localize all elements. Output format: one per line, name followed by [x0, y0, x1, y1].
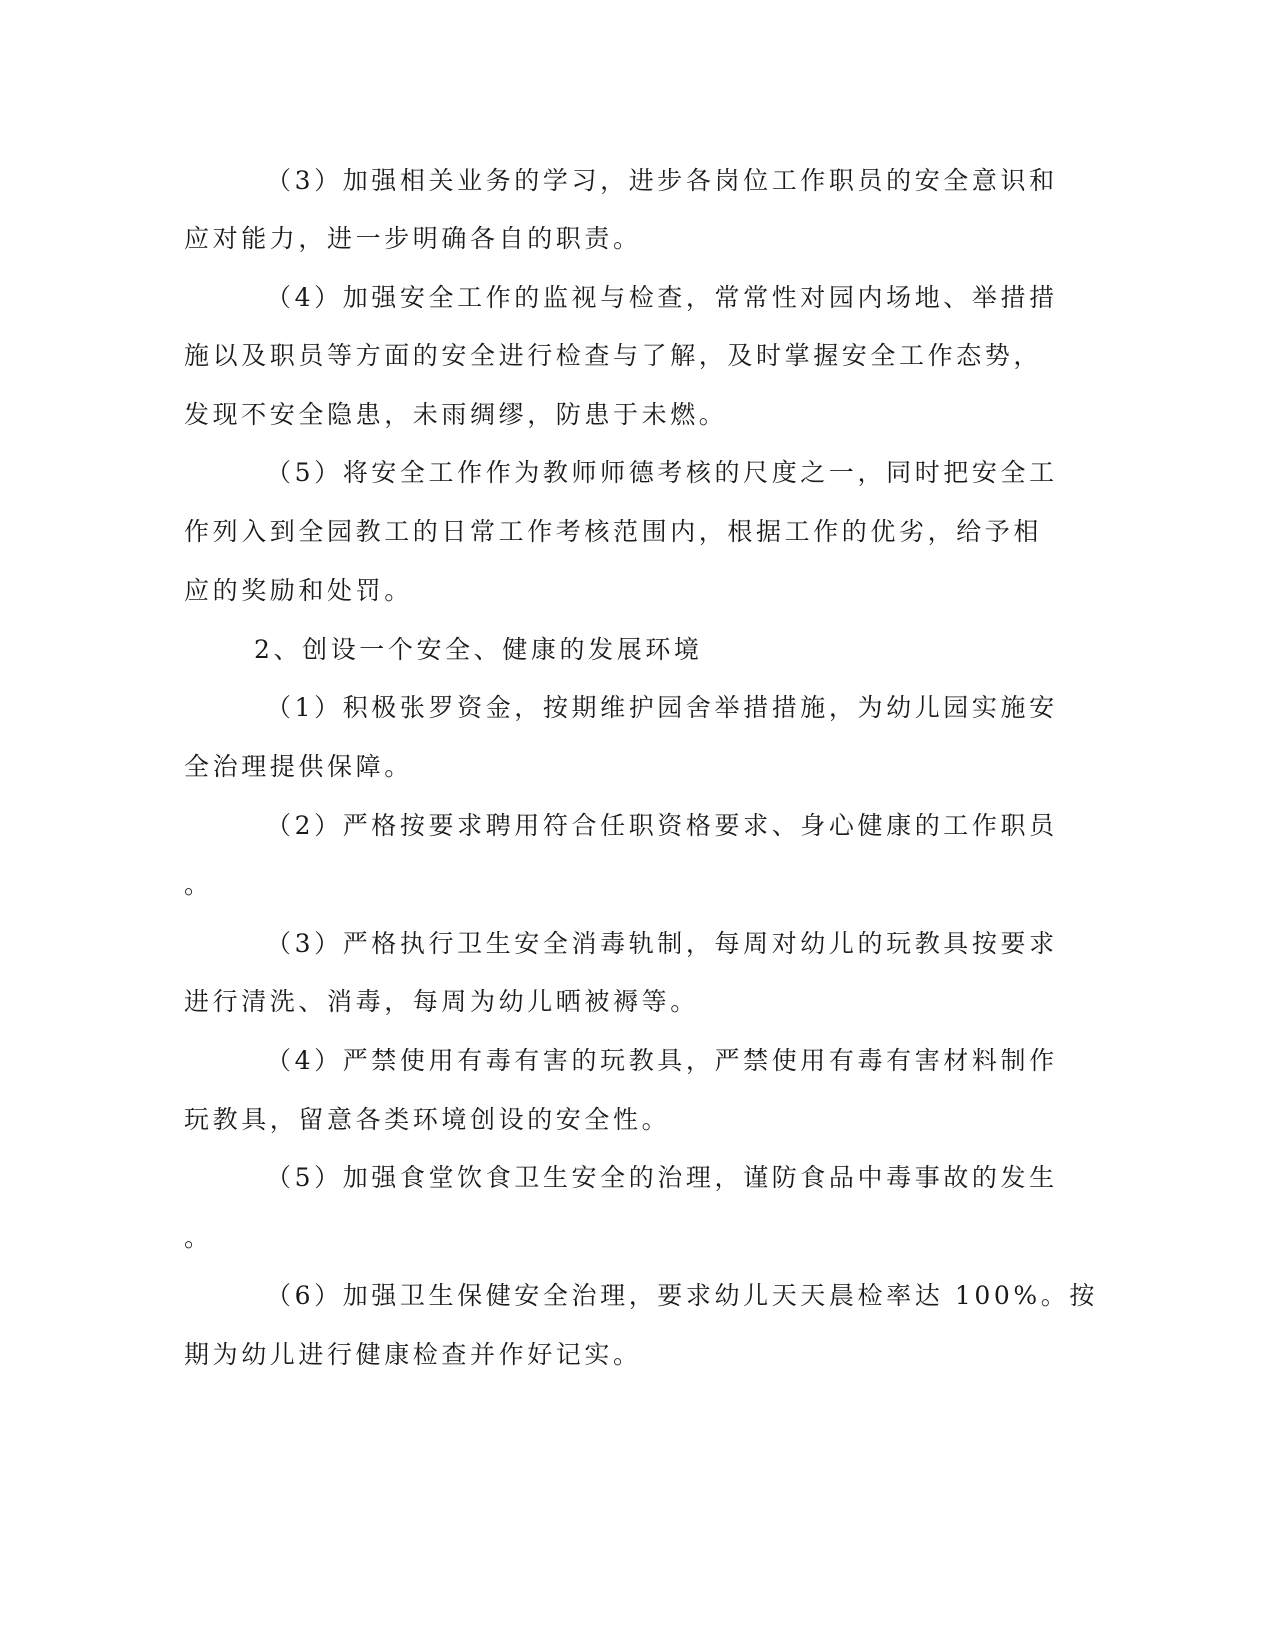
item-1-line-1: （1）积极张罗资金，按期维护园舍举措措施，为幼儿园实施安 [266, 693, 1058, 722]
item-4-line-2: 玩教具，留意各类环境创设的安全性。 [184, 1105, 671, 1134]
item-5-line-2: 。 [184, 1223, 213, 1252]
item-1-line-2: 全治理提供保障。 [184, 752, 413, 781]
paragraph-5-line-2: 作列入到全园教工的日常工作考核范围内，根据工作的优劣，给予相 [184, 517, 1043, 546]
paragraph-3-line-1: （3）加强相关业务的学习，进步各岗位工作职员的安全意识和 [266, 166, 1058, 195]
item-2-line-2: 。 [184, 870, 213, 899]
paragraph-3-line-2: 应对能力，进一步明确各自的职责。 [184, 224, 642, 253]
paragraph-4-line-2: 施以及职员等方面的安全进行检查与了解，及时掌握安全工作态势， [184, 341, 1043, 370]
item-3-line-2: 进行清洗、消毒，每周为幼儿晒被褥等。 [184, 987, 699, 1016]
item-6-line-1: （6）加强卫生保健安全治理，要求幼儿天天晨检率达 100%。按 [266, 1281, 1098, 1310]
paragraph-4-line-3: 发现不安全隐患，未雨绸缪，防患于未燃。 [184, 400, 728, 429]
section-heading-2: 2、创设一个安全、健康的发展环境 [254, 635, 703, 664]
paragraph-5-line-3: 应的奖励和处罚。 [184, 576, 413, 605]
paragraph-5-line-1: （5）将安全工作作为教师师德考核的尺度之一，同时把安全工 [266, 458, 1058, 487]
item-6-line-2: 期为幼儿进行健康检查并作好记实。 [184, 1340, 642, 1369]
item-2-line-1: （2）严格按要求聘用符合任职资格要求、身心健康的工作职员 [266, 811, 1058, 840]
item-4-line-1: （4）严禁使用有毒有害的玩教具，严禁使用有毒有害材料制作 [266, 1046, 1058, 1075]
item-3-line-1: （3）严格执行卫生安全消毒轨制，每周对幼儿的玩教具按要求 [266, 929, 1058, 958]
item-5-line-1: （5）加强食堂饮食卫生安全的治理，谨防食品中毒事故的发生 [266, 1163, 1058, 1192]
paragraph-4-line-1: （4）加强安全工作的监视与检查，常常性对园内场地、举措措 [266, 283, 1058, 312]
